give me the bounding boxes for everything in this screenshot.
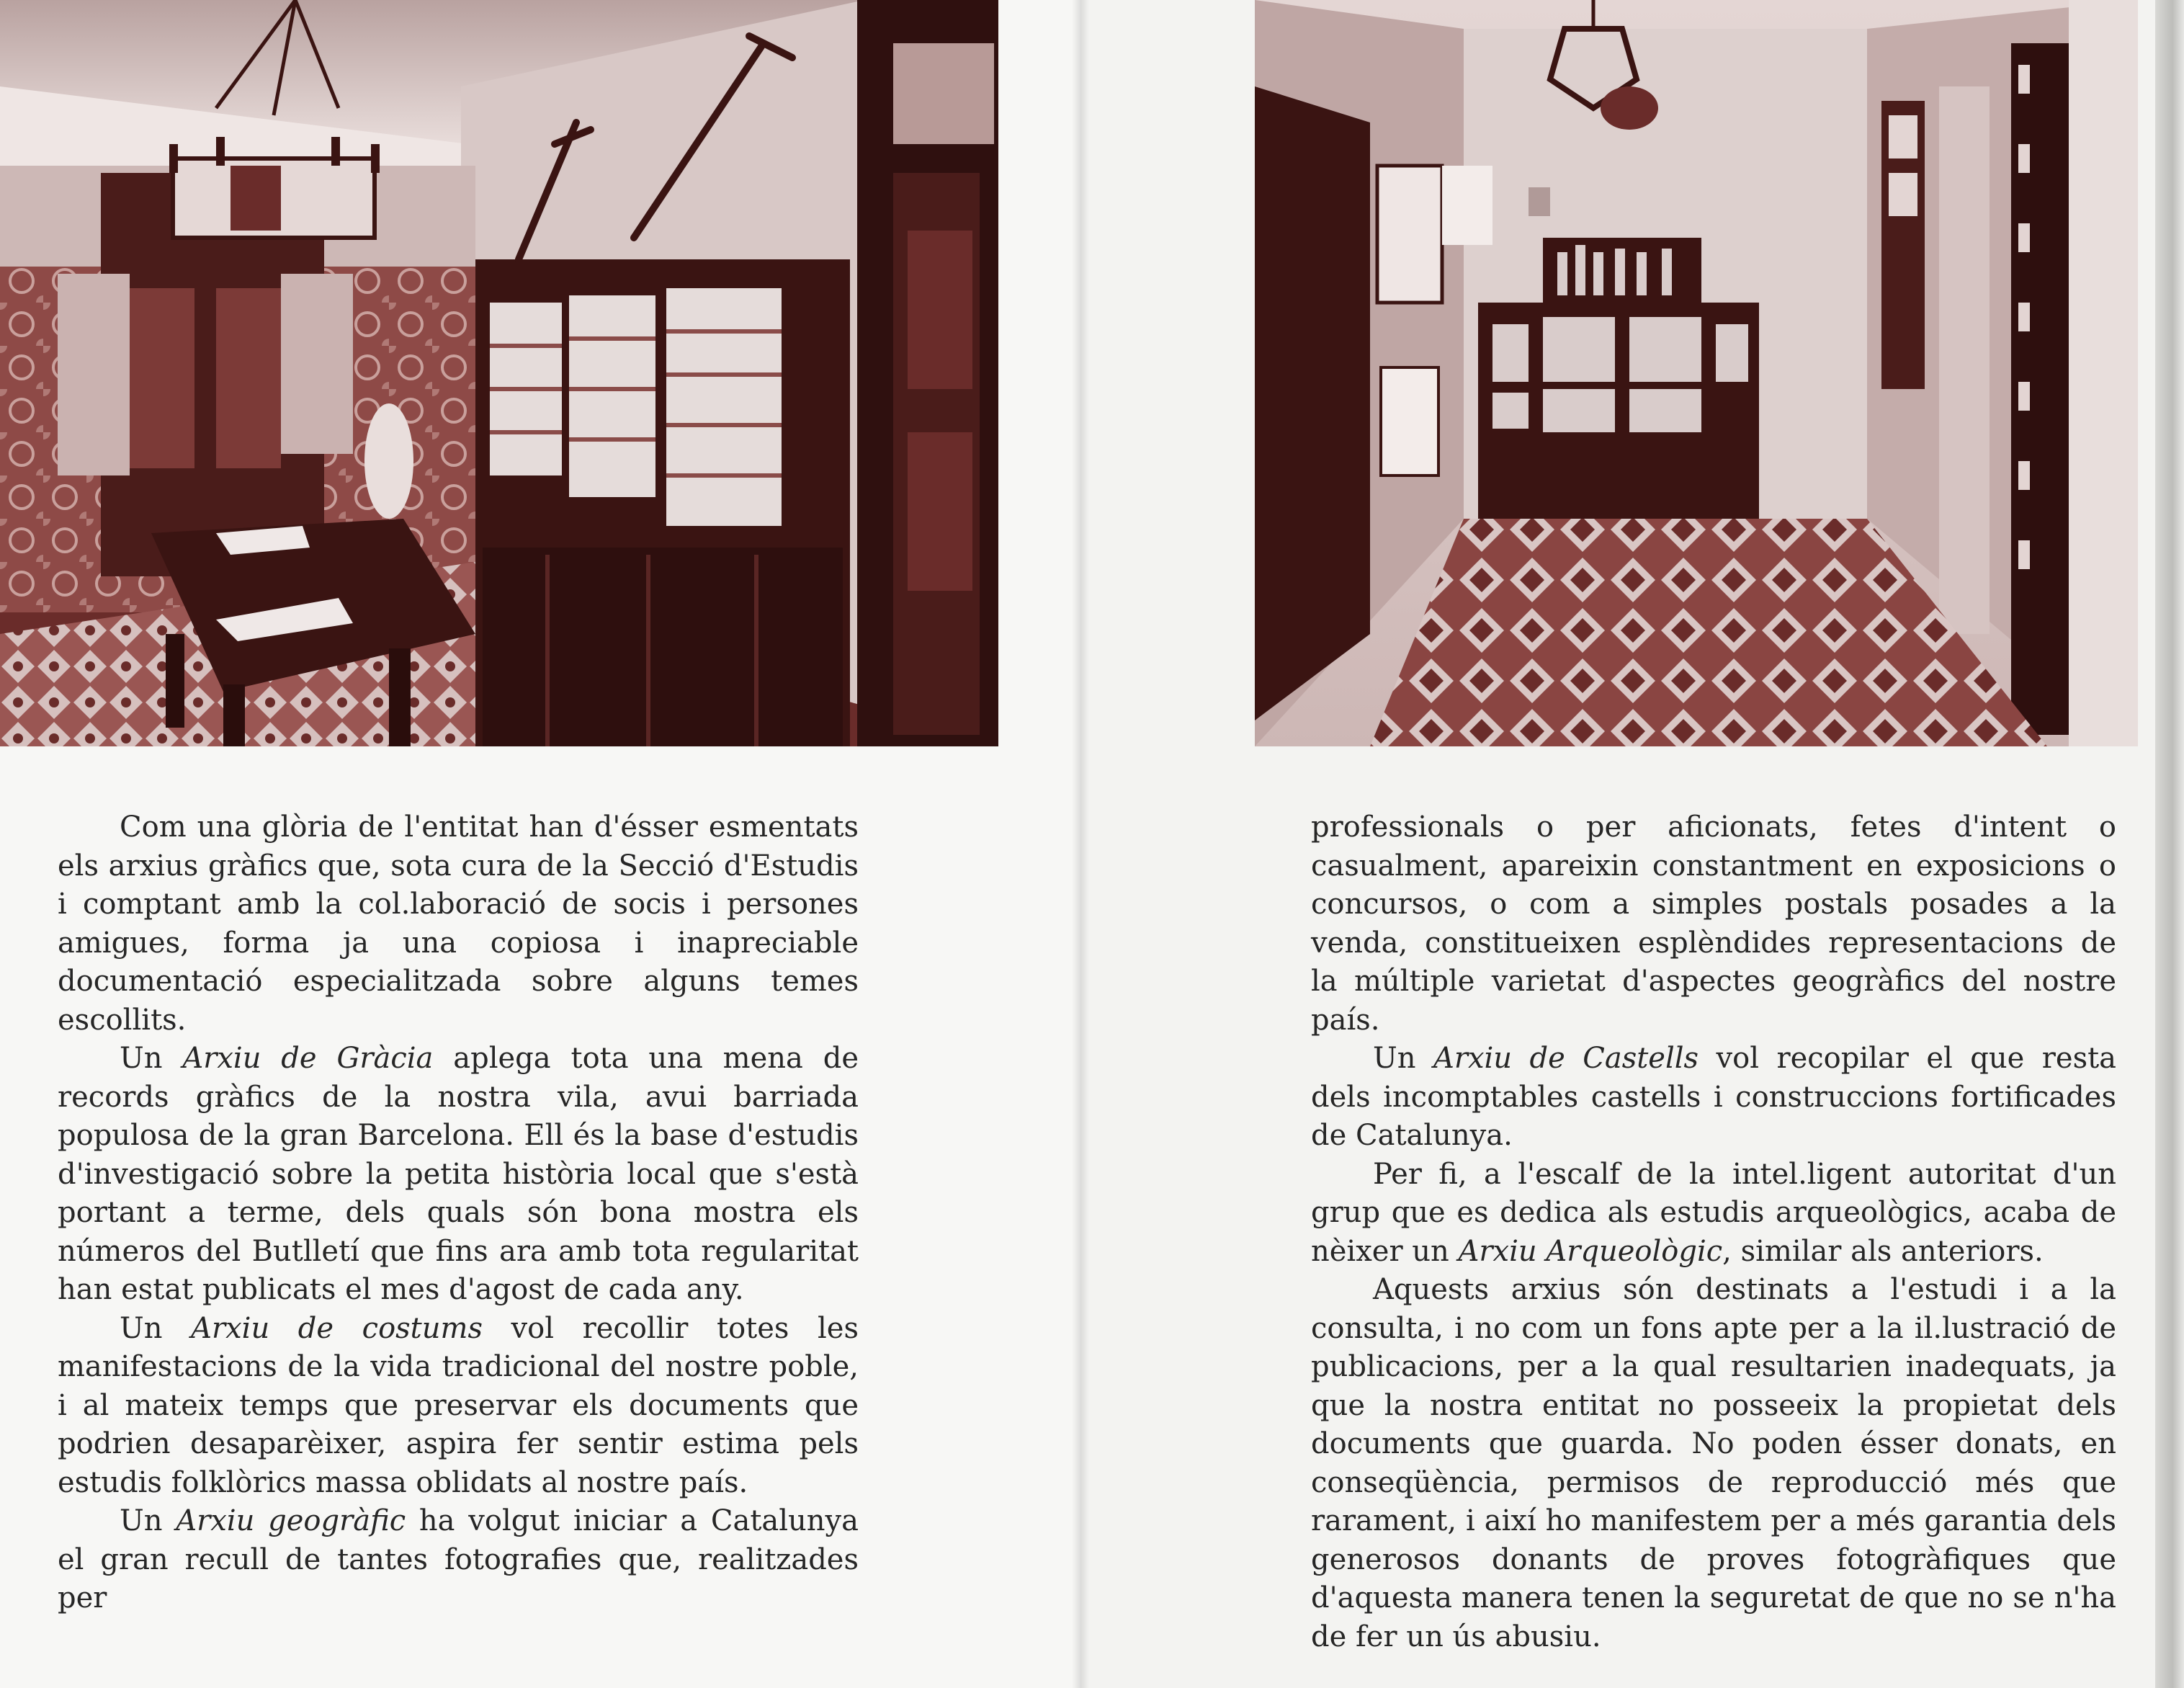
right-page <box>1080 0 2184 1688</box>
paragraph-text: Com una glòria de l'entitat han d'ésser esmentats els arxius gràfics que, sota cura de la Secció d'Estudis i comptant amb la col.laboració de socis i persones amigues, forma ja una copiosa i inapreciable documentació especialitzada sobre alguns temes escollits. <box>58 810 859 1037</box>
paragraph-text: professionals o per aficionats, fetes d'intent o casualment, apareixin constantment en exposicions o concursos, o com a simples postals posades a la venda, constitueixen esplèndides representacions de la múltiple varietat d'aspectes geogràfics del nostre país. <box>1311 810 2116 1037</box>
paragraph <box>1311 808 2116 1040</box>
archive-name: Arxiu de costums <box>191 1311 483 1345</box>
paragraph-text: Un <box>1373 1042 1433 1075</box>
paragraph <box>1311 1156 2116 1272</box>
archive-hallway-photo <box>1255 0 2138 746</box>
archive-name: Arxiu de Gràcia <box>182 1042 434 1075</box>
page-edge <box>2155 0 2184 1688</box>
archive-hallway-illustration <box>1255 0 2138 746</box>
archive-name: Arxiu de Castells <box>1433 1042 1699 1075</box>
paragraph <box>58 1310 859 1503</box>
right-page-text <box>1311 808 2116 1656</box>
paragraph-text: Un <box>120 1311 192 1345</box>
archive-name: Arxiu geogràfic <box>176 1504 406 1537</box>
paragraph <box>58 1040 859 1310</box>
paragraph-text: vol recollir totes les manifestacions de la vida tradicional del nostre poble, i al mateix temps que preservar els documents que podrien desaparèixer, aspira fer sentir estima pels estudis folklòrics massa oblidats al nostre país. <box>58 1311 859 1499</box>
paragraph <box>58 1502 859 1618</box>
book-gutter <box>1072 0 1089 1688</box>
archive-name: Arxiu Arqueològic <box>1458 1234 1723 1268</box>
left-page <box>0 0 1080 1688</box>
paragraph-text: aplega tota una mena de records gràfics de la nostra vila, avui barriada populosa de la gran Barcelona. Ell és la base d'estudis d'investigació sobre la petita història local que s'està portant a terme, dels quals són bona mostra els números del Butlletí que fins ara amb tota regularitat han estat publicats el mes d'agost de cada any. <box>58 1042 859 1306</box>
paragraph-text: vol recopilar el que resta dels incomptables castells i construccions fortificades de Catalunya. <box>1311 1042 2117 1152</box>
paragraph-text: Un <box>120 1504 176 1537</box>
paragraph <box>1311 1040 2116 1156</box>
paragraph <box>58 808 859 1040</box>
paragraph-text: Un <box>120 1042 183 1075</box>
paragraph-text: ha volgut iniciar a Catalunya el gran recull de tantes fotografies que, realitzades per <box>58 1504 859 1615</box>
paragraph-text: Aquests arxius són destinats a l'estudi i a la consulta, i no com un fons apte per a la il.lustració de publicacions, per a la qual resultarien inadequats, ja que la nostra entitat no posseeix la propietat dels documents que guarda. No poden ésser donats, en conseqüència, permisos de reproducció més que rarament, i així ho manifestem per a més garantia dels generosos donants de proves fotogràfiques que d'aquesta manera tenen la seguretat de que no se n'ha de fer un ús abusiu. <box>1311 1273 2116 1653</box>
left-page-text <box>58 808 859 1618</box>
paragraph <box>1311 1271 2116 1656</box>
museum-room-photo <box>0 0 998 746</box>
paragraph-text: Per fi, a l'escalf de la intel.ligent autoritat d'un grup que es dedica als estudis arqueològics, acaba de nèixer un <box>1311 1157 2116 1268</box>
paragraph-text: , similar als anteriors. <box>1722 1234 2044 1268</box>
museum-room-illustration <box>0 0 998 746</box>
